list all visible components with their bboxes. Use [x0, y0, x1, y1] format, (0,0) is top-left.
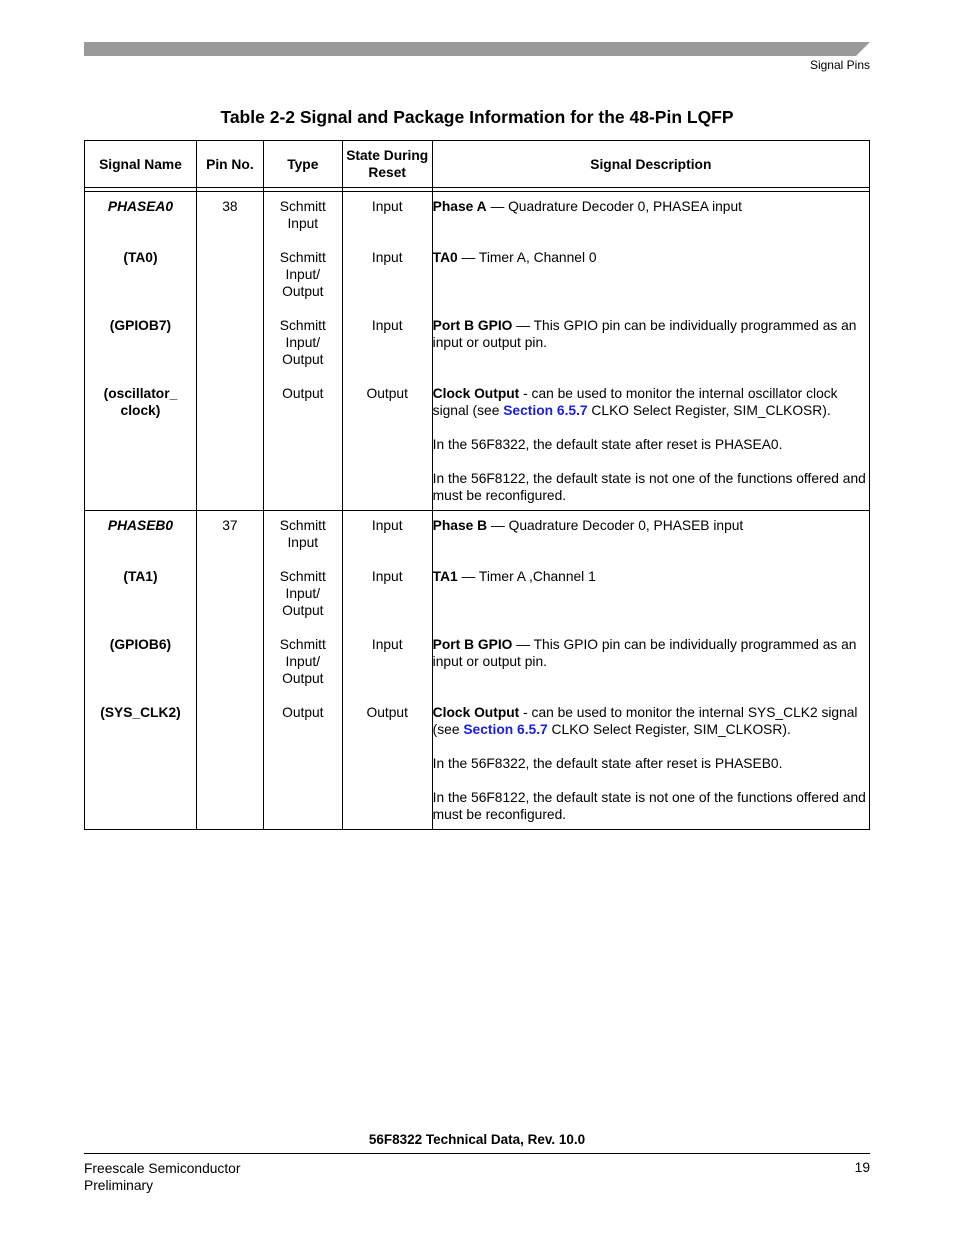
state-value: Output: [366, 705, 408, 720]
description-term: Phase A: [432, 199, 487, 214]
description-note: In the 56F8322, the default state after reset is PHASEA0.: [432, 437, 783, 452]
signal-name: (GPIOB7): [109, 318, 172, 333]
description-text: — This GPIO pin can be individually programmed as an input or output pin.: [432, 318, 857, 350]
type-line: Schmitt: [279, 518, 326, 533]
description-text: CLKO Select Register, SIM_CLKOSR).: [587, 403, 831, 418]
state-value: Output: [366, 386, 408, 401]
footer-page-number: 19: [854, 1160, 870, 1175]
type-line: Output: [282, 603, 324, 618]
state-value: Input: [371, 250, 403, 265]
type-line: Input: [287, 216, 319, 231]
type-line: Output: [282, 671, 324, 686]
pin-number: 38: [222, 199, 238, 214]
col-header-signal-description: Signal Description: [432, 141, 869, 188]
table-row-group-pin-37: [85, 511, 870, 830]
description-term: TA1: [432, 569, 458, 584]
type-line: Input/: [285, 586, 321, 601]
description-cell: [432, 511, 869, 830]
description-term: Clock Output: [432, 705, 520, 720]
description-note: In the 56F8322, the default state after reset is PHASEB0.: [432, 756, 783, 771]
pin-number: 37: [222, 518, 238, 533]
description-term: Clock Output: [432, 386, 520, 401]
state-cell: [342, 192, 432, 511]
description-text: - can be used to monitor the internal oscillator clock signal (see: [432, 386, 838, 418]
footer-divider: [84, 1153, 870, 1154]
pin-number-cell: [196, 511, 263, 830]
description-text: — Quadrature Decoder 0, PHASEA input: [486, 199, 742, 214]
state-value: Input: [371, 318, 403, 333]
description-note: In the 56F8122, the default state is not one of the functions offered and must be reconfigured.: [432, 790, 866, 822]
signal-name: PHASEB0: [107, 518, 174, 533]
type-line: Schmitt: [279, 199, 326, 214]
signal-name: PHASEA0: [107, 199, 174, 214]
description-text: — Timer A ,Channel 1: [457, 569, 596, 584]
state-value: Input: [371, 637, 403, 652]
type-line: Output: [282, 386, 324, 401]
col-header-pin-no: Pin No.: [196, 141, 263, 188]
state-value: Input: [371, 518, 403, 533]
header-section-label: Signal Pins: [809, 58, 870, 72]
table-header-row: [85, 141, 870, 188]
signal-name-line: clock): [120, 403, 161, 418]
signal-name: (SYS_CLK2): [100, 705, 181, 720]
state-cell: [342, 511, 432, 830]
type-line: Schmitt: [279, 637, 326, 652]
footer-status: Preliminary: [84, 1178, 153, 1193]
state-value: Input: [371, 569, 403, 584]
type-line: Schmitt: [279, 250, 326, 265]
section-link[interactable]: Section 6.5.7: [463, 722, 548, 737]
footer-doc-title: 56F8322 Technical Data, Rev. 10.0: [368, 1132, 586, 1147]
signal-name-cell: [85, 192, 197, 511]
description-text: — This GPIO pin can be individually programmed as an input or output pin.: [432, 637, 857, 669]
description-term: Port B GPIO: [432, 637, 513, 652]
description-text: - can be used to monitor the internal SYS_CLK2 signal (see: [432, 705, 858, 737]
footer-left: [84, 1160, 240, 1194]
col-header-type: Type: [263, 141, 342, 188]
type-line: Output: [282, 705, 324, 720]
col-header-signal-name: Signal Name: [85, 141, 197, 188]
description-note: In the 56F8122, the default state is not one of the functions offered and must be reconfigured.: [432, 471, 866, 503]
type-cell: [263, 192, 342, 511]
signal-name-line: (oscillator_: [103, 386, 178, 401]
description-term: Port B GPIO: [432, 318, 513, 333]
type-line: Output: [282, 284, 324, 299]
footer-company: Freescale Semiconductor: [84, 1161, 241, 1176]
pin-number-cell: [196, 192, 263, 511]
type-line: Input/: [285, 267, 321, 282]
table-row-group-pin-38: [85, 192, 870, 511]
description-term: TA0: [432, 250, 458, 265]
type-cell: [263, 511, 342, 830]
type-line: Input/: [285, 335, 321, 350]
type-line: Input/: [285, 654, 321, 669]
state-value: Input: [371, 199, 403, 214]
description-term: Phase B: [432, 518, 488, 533]
type-line: Schmitt: [279, 318, 326, 333]
description-text: — Quadrature Decoder 0, PHASEB input: [487, 518, 744, 533]
type-line: Schmitt: [279, 569, 326, 584]
description-text: CLKO Select Register, SIM_CLKOSR).: [547, 722, 791, 737]
signal-name: (GPIOB6): [109, 637, 172, 652]
signal-name: (TA1): [123, 569, 158, 584]
signal-name: (TA0): [123, 250, 158, 265]
type-line: Output: [282, 352, 324, 367]
description-cell: [432, 192, 869, 511]
type-line: Input: [287, 535, 319, 550]
table-title: Table 2-2 Signal and Package Information for the 48-Pin LQFP: [220, 107, 734, 127]
col-header-state-during-reset: State During Reset: [342, 141, 432, 188]
description-text: — Timer A, Channel 0: [457, 250, 597, 265]
header-bar: [84, 42, 870, 56]
signal-name-cell: [85, 511, 197, 830]
signal-table: [84, 140, 870, 830]
section-link[interactable]: Section 6.5.7: [503, 403, 588, 418]
